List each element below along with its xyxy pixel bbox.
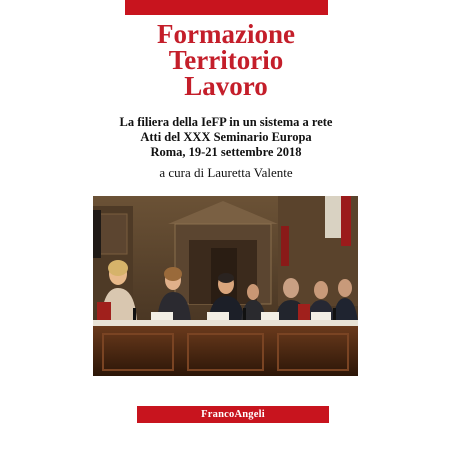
editor-credit: a cura di Lauretta Valente bbox=[159, 165, 293, 180]
cover-photo bbox=[93, 196, 358, 376]
top-red-band bbox=[125, 0, 328, 15]
conference-photo-illustration bbox=[93, 196, 358, 376]
book-title-line-1: Formazione bbox=[157, 19, 295, 49]
book-title-line-3: Lavoro bbox=[184, 71, 268, 101]
subtitle-line-2: Atti del XXX Seminario Europa bbox=[140, 130, 312, 144]
publisher-band bbox=[137, 406, 329, 423]
book-title-line-2: Territorio bbox=[168, 45, 284, 75]
subtitle-line-1: La filiera della IeFP in un sistema a rete bbox=[119, 115, 333, 129]
publisher-name: FrancoAngeli bbox=[201, 409, 265, 420]
subtitle-line-3: Roma, 19-21 settembre 2018 bbox=[150, 145, 302, 159]
